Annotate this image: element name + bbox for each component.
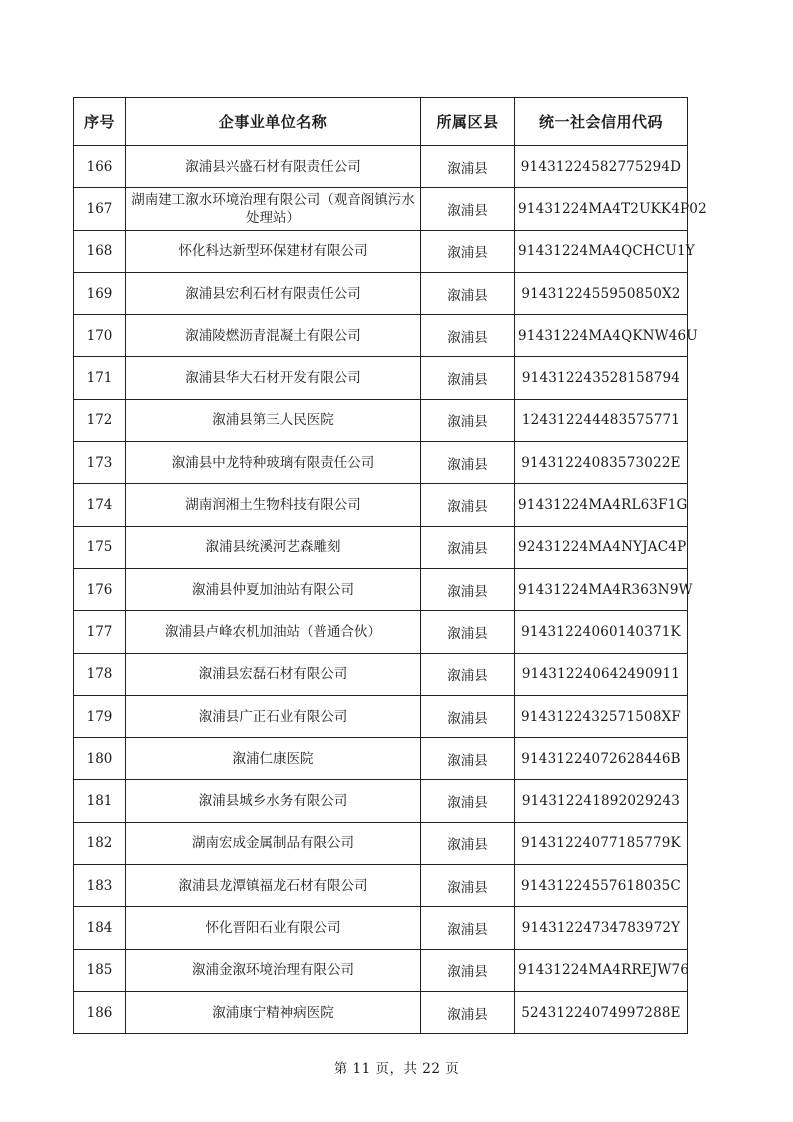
table-row: [74, 738, 688, 780]
district-cell: 溆浦县: [421, 357, 515, 399]
credit-code-cell: 91431224MA4T2UKK4P02: [515, 188, 688, 230]
credit-code-cell: 91431224MA4QKNW46U: [515, 315, 688, 357]
serial-number-cell: 171: [74, 357, 126, 399]
table-row: [74, 695, 688, 737]
table-row: [74, 315, 688, 357]
table-header-row: [74, 98, 688, 146]
credit-code-cell: 91431224734783972Y: [515, 907, 688, 949]
district-cell: 溆浦县: [421, 230, 515, 272]
table-row: [74, 949, 688, 991]
enterprise-name-cell: 溆浦县仲夏加油站有限公司: [126, 568, 421, 610]
enterprise-name-cell: 溆浦县兴盛石材有限责任公司: [126, 146, 421, 188]
district-cell: 溆浦县: [421, 568, 515, 610]
serial-number-cell: 170: [74, 315, 126, 357]
credit-code-cell: 91431224MA4R363N9W: [515, 568, 688, 610]
district-cell: 溆浦县: [421, 780, 515, 822]
serial-number-cell: 181: [74, 780, 126, 822]
header-serial-number: 序号: [74, 98, 126, 146]
enterprise-name-cell: 溆浦陵燃沥青混凝土有限公司: [126, 315, 421, 357]
serial-number-cell: 184: [74, 907, 126, 949]
header-credit-code: 统一社会信用代码: [515, 98, 688, 146]
credit-code-cell: 91431224MA4QCHCU1Y: [515, 230, 688, 272]
serial-number-cell: 186: [74, 991, 126, 1033]
enterprise-name-cell: 湖南建工溆水环境治理有限公司（观音阁镇污水处理站）: [126, 188, 421, 230]
header-enterprise-name: 企事业单位名称: [126, 98, 421, 146]
district-cell: 溆浦县: [421, 399, 515, 441]
enterprise-name-cell: 溆浦金溆环境治理有限公司: [126, 949, 421, 991]
credit-code-cell: 91431224557618035C: [515, 865, 688, 907]
enterprise-name-cell: 怀化晋阳石业有限公司: [126, 907, 421, 949]
district-cell: 溆浦县: [421, 865, 515, 907]
enterprise-name-cell: 溆浦县广正石业有限公司: [126, 695, 421, 737]
table-row: [74, 484, 688, 526]
table-body: [74, 146, 707, 1034]
table-row: [74, 399, 688, 441]
credit-code-cell: 91431224077185779K: [515, 822, 688, 864]
serial-number-cell: 166: [74, 146, 126, 188]
district-cell: 溆浦县: [421, 991, 515, 1033]
enterprise-name-cell: 溆浦县卢峰农机加油站（普通合伙）: [126, 611, 421, 653]
credit-code-cell: 52431224074997288E: [515, 991, 688, 1033]
enterprise-name-cell: 溆浦县统溪河艺森雕刻: [126, 526, 421, 568]
serial-number-cell: 173: [74, 442, 126, 484]
credit-code-cell: 91431224MA4RREJW76: [515, 949, 688, 991]
district-cell: 溆浦县: [421, 272, 515, 314]
enterprise-name-cell: 湖南润湘土生物科技有限公司: [126, 484, 421, 526]
serial-number-cell: 169: [74, 272, 126, 314]
enterprise-name-cell: 溆浦县宏利石材有限责任公司: [126, 272, 421, 314]
enterprise-name-cell: 溆浦县城乡水务有限公司: [126, 780, 421, 822]
credit-code-cell: 91431224MA4RL63F1G: [515, 484, 688, 526]
serial-number-cell: 180: [74, 738, 126, 780]
credit-code-cell: 91431224083573022E: [515, 442, 688, 484]
header-district: 所属区县: [421, 98, 515, 146]
enterprise-name-cell: 溆浦县龙潭镇福龙石材有限公司: [126, 865, 421, 907]
district-cell: 溆浦县: [421, 188, 515, 230]
table-row: [74, 526, 688, 568]
district-cell: 溆浦县: [421, 949, 515, 991]
serial-number-cell: 168: [74, 230, 126, 272]
credit-code-cell: 914312241892029243: [515, 780, 688, 822]
enterprise-name-cell: 溆浦仁康医院: [126, 738, 421, 780]
enterprise-name-cell: 溆浦康宁精神病医院: [126, 991, 421, 1033]
table-row: [74, 272, 688, 314]
page-number-footer: 第 11 页，共 22 页: [333, 1061, 460, 1077]
serial-number-cell: 175: [74, 526, 126, 568]
serial-number-cell: 167: [74, 188, 126, 230]
table-row: [74, 780, 688, 822]
enterprise-name-cell: 溆浦县第三人民医院: [126, 399, 421, 441]
serial-number-cell: 182: [74, 822, 126, 864]
credit-code-cell: 91431224072628446B: [515, 738, 688, 780]
district-cell: 溆浦县: [421, 653, 515, 695]
district-cell: 溆浦县: [421, 822, 515, 864]
serial-number-cell: 178: [74, 653, 126, 695]
table-row: [74, 568, 688, 610]
district-cell: 溆浦县: [421, 315, 515, 357]
table-row: [74, 611, 688, 653]
serial-number-cell: 177: [74, 611, 126, 653]
table-row: [74, 822, 688, 864]
enterprise-name-cell: 溆浦县宏磊石材有限公司: [126, 653, 421, 695]
enterprise-name-cell: 湖南宏成金属制品有限公司: [126, 822, 421, 864]
district-cell: 溆浦县: [421, 146, 515, 188]
serial-number-cell: 183: [74, 865, 126, 907]
table-row: [74, 907, 688, 949]
table-row: [74, 653, 688, 695]
district-cell: 溆浦县: [421, 738, 515, 780]
serial-number-cell: 185: [74, 949, 126, 991]
enterprise-name-cell: 溆浦县中龙特种玻璃有限责任公司: [126, 442, 421, 484]
credit-code-cell: 914312240642490911: [515, 653, 688, 695]
credit-code-cell: 91431224060140371K: [515, 611, 688, 653]
table-row: [74, 865, 688, 907]
enterprise-table: [73, 97, 707, 1034]
credit-code-cell: 9143122455950850X2: [515, 272, 688, 314]
serial-number-cell: 174: [74, 484, 126, 526]
serial-number-cell: 172: [74, 399, 126, 441]
table-row: [74, 357, 688, 399]
table-row: [74, 442, 688, 484]
serial-number-cell: 176: [74, 568, 126, 610]
enterprise-name-cell: 溆浦县华大石材开发有限公司: [126, 357, 421, 399]
table-row: [74, 146, 688, 188]
district-cell: 溆浦县: [421, 526, 515, 568]
credit-code-cell: 91431224582775294D: [515, 146, 688, 188]
district-cell: 溆浦县: [421, 611, 515, 653]
district-cell: 溆浦县: [421, 695, 515, 737]
district-cell: 溆浦县: [421, 442, 515, 484]
table-row: [74, 188, 688, 230]
enterprise-name-cell: 怀化科达新型环保建材有限公司: [126, 230, 421, 272]
credit-code-cell: 9143122432571508XF: [515, 695, 688, 737]
serial-number-cell: 179: [74, 695, 126, 737]
credit-code-cell: 124312244483575771: [515, 399, 688, 441]
table-row: [74, 230, 688, 272]
credit-code-cell: 92431224MA4NYJAC4P: [515, 526, 688, 568]
district-cell: 溆浦县: [421, 907, 515, 949]
table-row: [74, 991, 688, 1033]
credit-code-cell: 914312243528158794: [515, 357, 688, 399]
district-cell: 溆浦县: [421, 484, 515, 526]
